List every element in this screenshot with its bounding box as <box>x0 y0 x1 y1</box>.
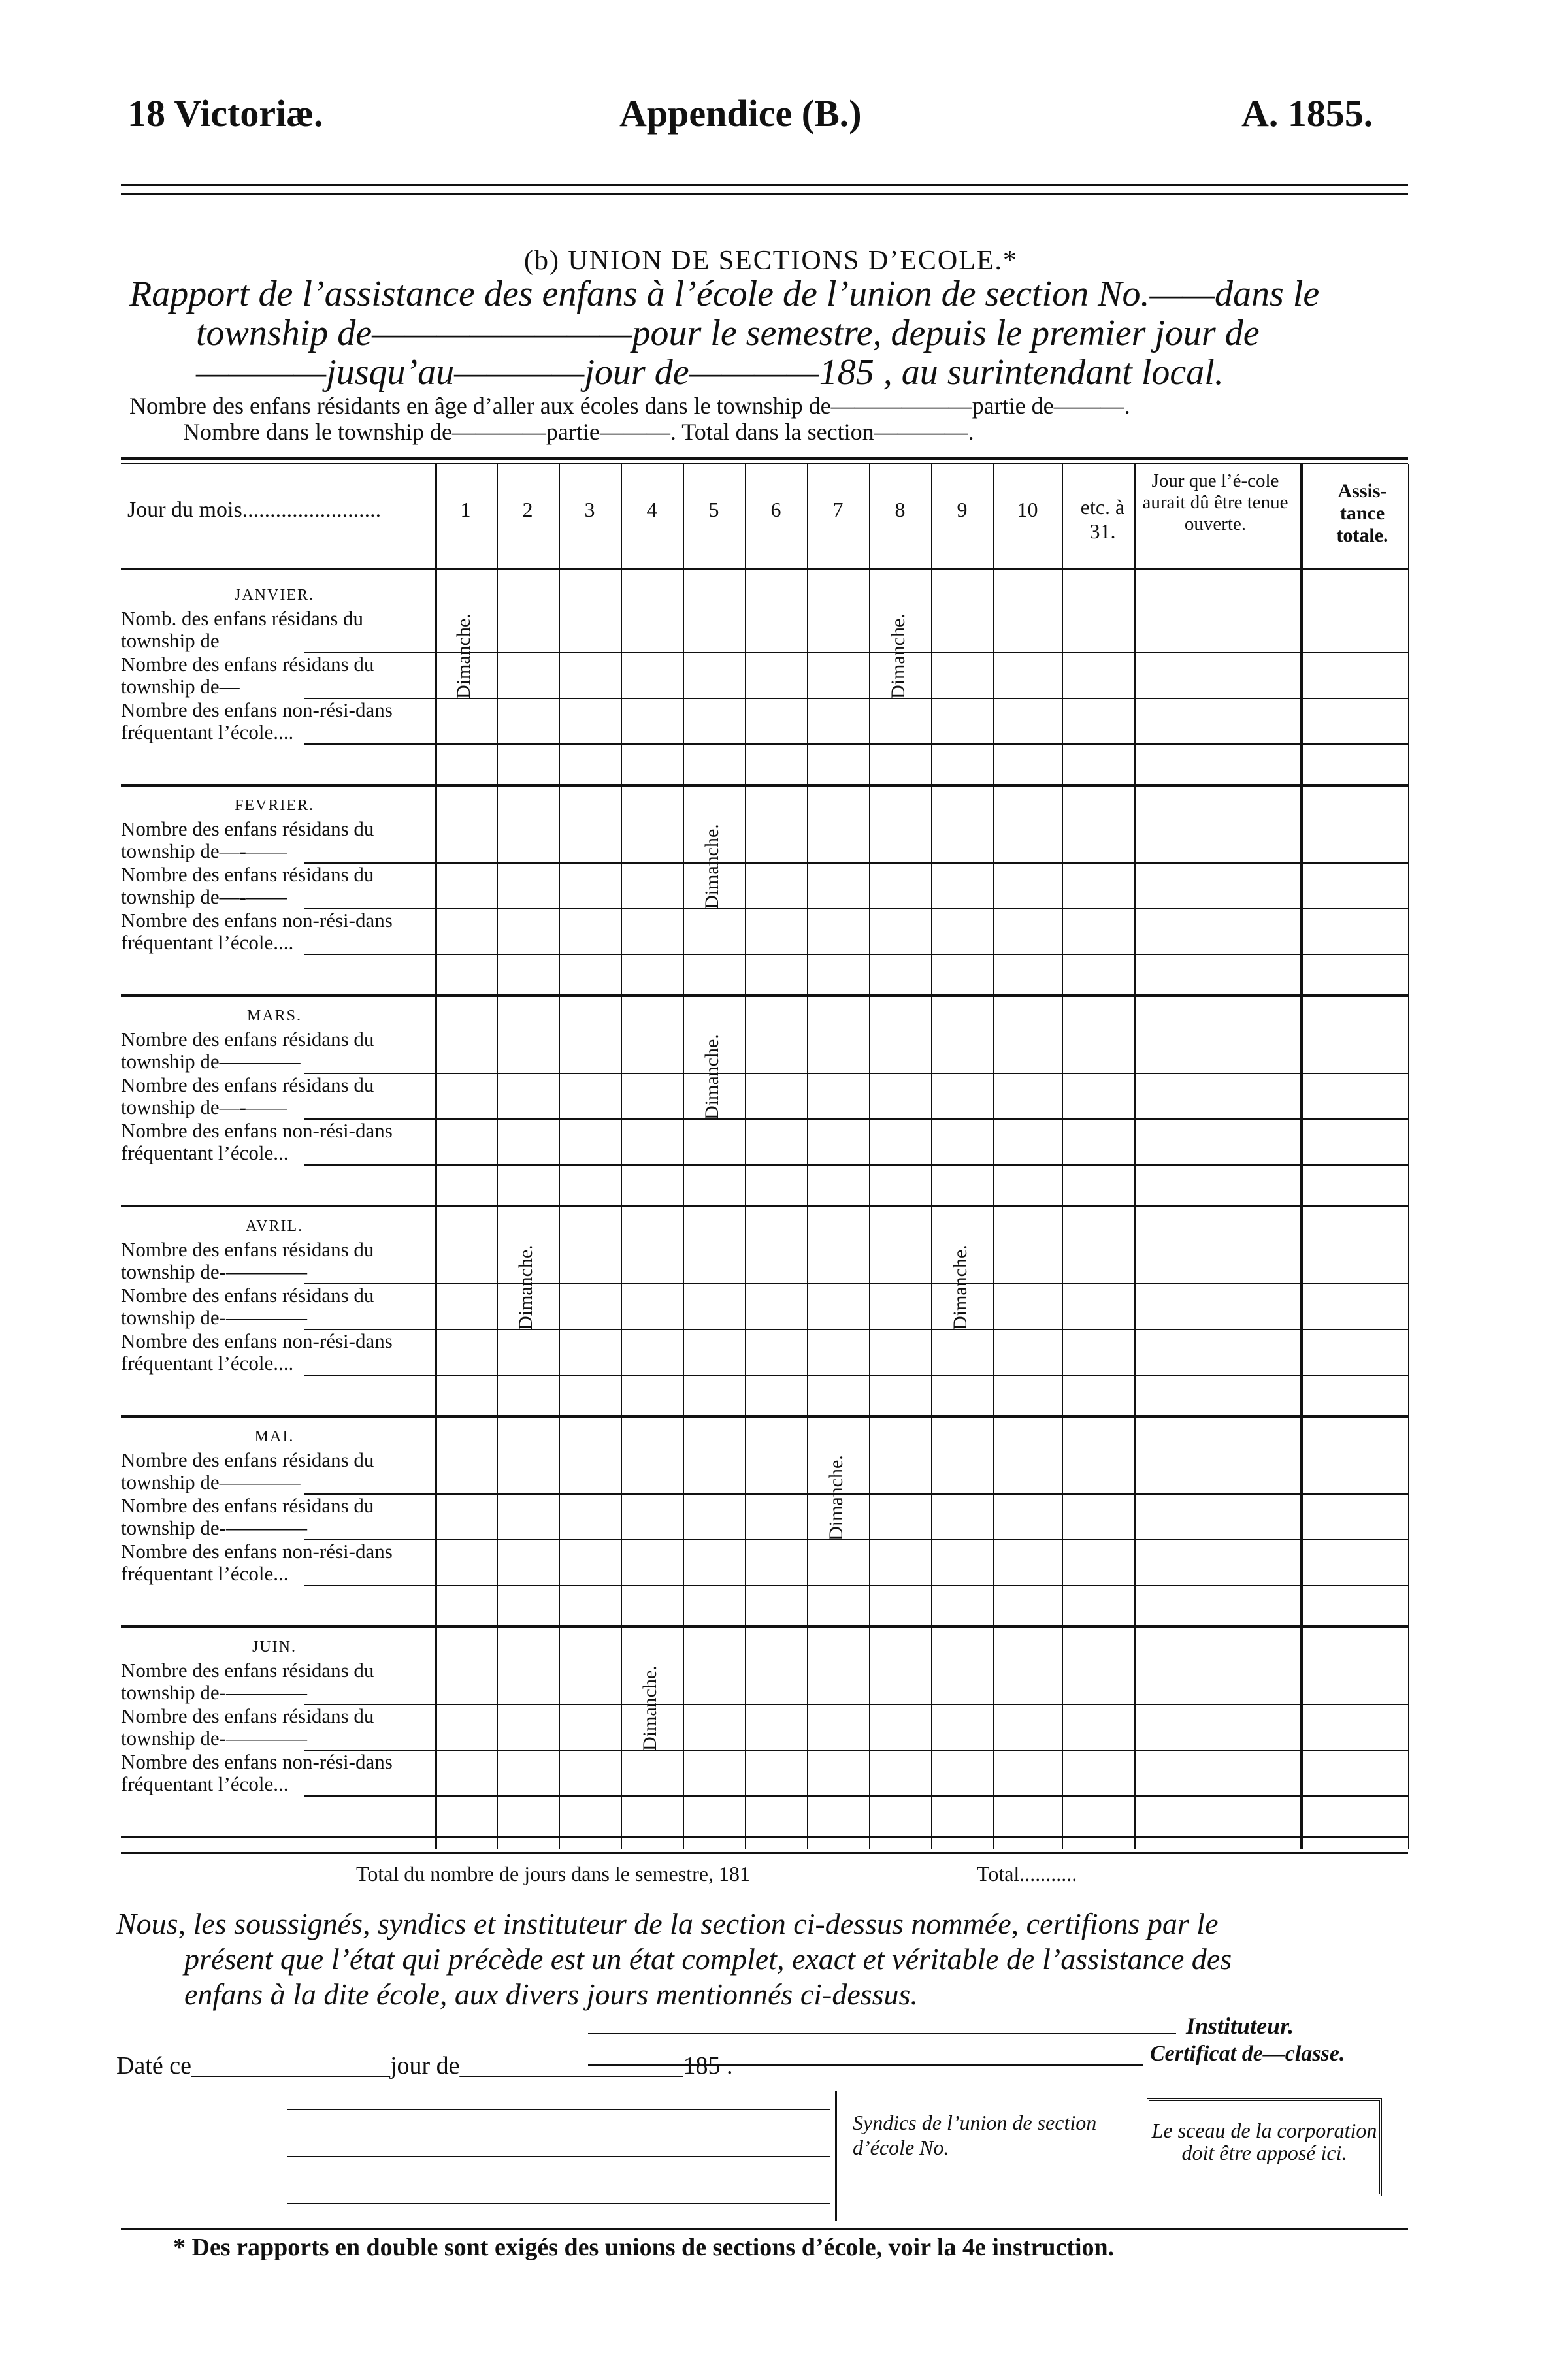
day-column-header: 10 <box>1017 498 1038 521</box>
attendance-row-label: Nombre des enfans résidans du township de-———— <box>121 1284 374 1329</box>
column-rule <box>993 464 994 1849</box>
footer-rule <box>121 2228 1408 2230</box>
certification-line-3: enfans à la dite école, aux divers jours mentionnés ci-dessus. <box>184 1978 918 2011</box>
sunday-label: Dimanche. <box>453 613 474 699</box>
column-rule <box>869 464 870 1849</box>
attendance-row-label: Nombre des enfans résidans du township de———— <box>121 1448 374 1493</box>
column-rule <box>1134 464 1136 1849</box>
row-rule <box>304 1329 1408 1330</box>
month-label: FEVRIER. <box>234 797 314 814</box>
syndics-label: Syndics de l’union de section d’école No. <box>853 2111 1097 2159</box>
column-rule <box>1062 464 1063 1849</box>
sunday-label: Dimanche. <box>887 613 909 699</box>
attendance-row-label: Nombre des enfans non-rési-dans fréquentant l’école... <box>121 1540 393 1585</box>
day-of-month-label: Jour du mois......................... <box>127 498 382 522</box>
row-rule <box>304 1073 1408 1074</box>
certificat-label: Certificat de—classe. <box>1150 2042 1345 2066</box>
day-column-header: 5 <box>708 498 719 521</box>
report-line-2: township de————————pour le semestre, depuis le premier jour de <box>196 313 1260 353</box>
attendance-row-label: Nombre des enfans résidans du township de—-—— <box>121 817 374 862</box>
row-rule <box>304 1795 1408 1797</box>
row-rule <box>304 1283 1408 1284</box>
syndic-signature-line-1 <box>287 2109 830 2110</box>
attendance-table <box>121 457 1408 1888</box>
sunday-label: Dimanche. <box>825 1455 847 1540</box>
row-rule <box>304 743 1408 745</box>
column-rule <box>807 464 808 1849</box>
seal-box: Le sceau de la corporation doit être apposé ici. <box>1147 2098 1382 2196</box>
month-label: MAI. <box>254 1428 295 1445</box>
open-days-header: Jour que l’é-cole aurait dû être tenue ouverte. <box>1142 470 1288 534</box>
attendance-row-label: Nombre des enfans non-rési-dans fréquentant l’école.... <box>121 1329 393 1375</box>
etc-column-header: etc. à 31. <box>1080 495 1125 543</box>
sunday-label: Dimanche. <box>949 1245 971 1330</box>
sunday-label: Dimanche. <box>515 1245 536 1330</box>
day-column-header: 3 <box>584 498 595 521</box>
attendance-row-label: Nombre des enfans résidans du township de-———— <box>121 1238 374 1283</box>
header-center: Appendice (B.) <box>619 92 862 135</box>
column-rule <box>683 464 684 1849</box>
row-rule <box>304 1585 1408 1586</box>
header-right: A. 1855. <box>1241 92 1373 135</box>
certification-line-2: présent que l’état qui précède est un état complet, exact et véritable de l’assistance des <box>184 1942 1232 1976</box>
attendance-row-label: Nombre des enfans résidans du township de—-—— <box>121 863 374 908</box>
attendance-row-label: Nombre des enfans résidans du township de— <box>121 653 374 698</box>
month-label: MARS. <box>246 1007 303 1024</box>
row-rule <box>304 1375 1408 1376</box>
month-label: AVRIL. <box>245 1218 304 1235</box>
day-column-header: 1 <box>460 498 471 521</box>
residents-line: Nombre des enfans résidants en âge d’aller aux écoles dans le township de——————partie de———. <box>129 393 1130 419</box>
day-column-header: 4 <box>646 498 657 521</box>
row-rule <box>304 862 1408 864</box>
day-column-header: 7 <box>832 498 844 521</box>
attendance-row-label: Nombre des enfans non-rési-dans fréquentant l’école.... <box>121 698 393 743</box>
certification-line-1: Nous, les soussignés, syndics et instituteur de la section ci-dessus nommée, certifions par le <box>116 1907 1219 1940</box>
total-days-label: Total du nombre de jours dans le semestre, 181 <box>356 1862 750 1885</box>
attendance-row-label: Nombre des enfans non-rési-dans fréquentant l’école... <box>121 1119 393 1164</box>
row-rule <box>304 1493 1408 1495</box>
sunday-label: Dimanche. <box>701 824 723 909</box>
total-attendance-header: Assis-tance totale. <box>1336 480 1388 546</box>
syndic-signature-line-2 <box>287 2156 830 2157</box>
month-label: JUIN. <box>252 1638 297 1655</box>
day-column-header: 2 <box>522 498 533 521</box>
total-rule <box>121 1852 1408 1854</box>
attendance-row-label: Nombre des enfans non-rési-dans fréquentant l’école.... <box>121 909 393 954</box>
section-line: Nombre dans le township de————partie———. Total dans la section————. <box>183 419 974 445</box>
month-separator <box>121 1625 1408 1628</box>
month-label: JANVIER. <box>235 587 314 604</box>
month-separator <box>121 1836 1408 1838</box>
column-rule <box>435 464 437 1849</box>
column-rule <box>931 464 932 1849</box>
report-line-3: ————jusqu’au————jour de————185 , au surintendant local. <box>196 352 1224 393</box>
row-rule <box>304 954 1408 955</box>
report-line-1: Rapport de l’assistance des enfans à l’école de l’union de section No.——dans le <box>129 274 1320 314</box>
column-rule <box>1300 464 1303 1849</box>
month-separator <box>121 1205 1408 1207</box>
month-separator <box>121 784 1408 787</box>
column-rule <box>497 464 498 1849</box>
attendance-row-label: Nomb. des enfans résidans du township de <box>121 607 364 652</box>
day-column-header: 9 <box>957 498 968 521</box>
day-column-header: 8 <box>894 498 906 521</box>
instituteur-signature-line <box>588 2033 1176 2034</box>
column-rule <box>621 464 622 1849</box>
footnote: * Des rapports en double sont exigés des unions de sections d’école, voir la 4e instruction. <box>173 2234 1115 2261</box>
row-rule <box>304 1118 1408 1120</box>
total-label: Total........... <box>977 1862 1077 1885</box>
header-rule-bottom <box>121 193 1408 195</box>
attendance-row-label: Nombre des enfans résidans du township de-———— <box>121 1704 374 1750</box>
attendance-row-label: Nombre des enfans résidans du township de—-—— <box>121 1073 374 1118</box>
sunday-label: Dimanche. <box>639 1665 661 1751</box>
month-separator <box>121 1415 1408 1418</box>
syndic-brace <box>835 2091 837 2221</box>
header-left: 18 Victoriæ. <box>127 92 323 135</box>
row-rule <box>304 1164 1408 1166</box>
day-column-header: 6 <box>770 498 781 521</box>
syndic-signature-line-3 <box>287 2203 830 2204</box>
attendance-row-label: Nombre des enfans résidans du township de-———— <box>121 1494 374 1539</box>
attendance-row-label: Nombre des enfans non-rési-dans fréquentant l’école... <box>121 1750 393 1795</box>
section-title: (b) UNION DE SECTIONS D’ECOLE.* <box>523 246 1019 276</box>
column-rule <box>559 464 560 1849</box>
attendance-row-label: Nombre des enfans résidans du township de———— <box>121 1028 374 1073</box>
row-rule <box>304 1539 1408 1540</box>
row-rule <box>304 1750 1408 1751</box>
month-separator <box>121 994 1408 997</box>
sunday-label: Dimanche. <box>701 1034 723 1120</box>
instituteur-label: Instituteur. <box>1186 2013 1294 2039</box>
header-rule-top <box>121 184 1408 186</box>
attendance-row-label: Nombre des enfans résidans du township de-———— <box>121 1659 374 1704</box>
row-rule <box>304 1704 1408 1705</box>
date-line: Daté ce________________jour de__________________185 . <box>116 2052 733 2079</box>
column-rule <box>1408 464 1409 1849</box>
column-rule <box>745 464 746 1849</box>
row-rule <box>304 908 1408 909</box>
